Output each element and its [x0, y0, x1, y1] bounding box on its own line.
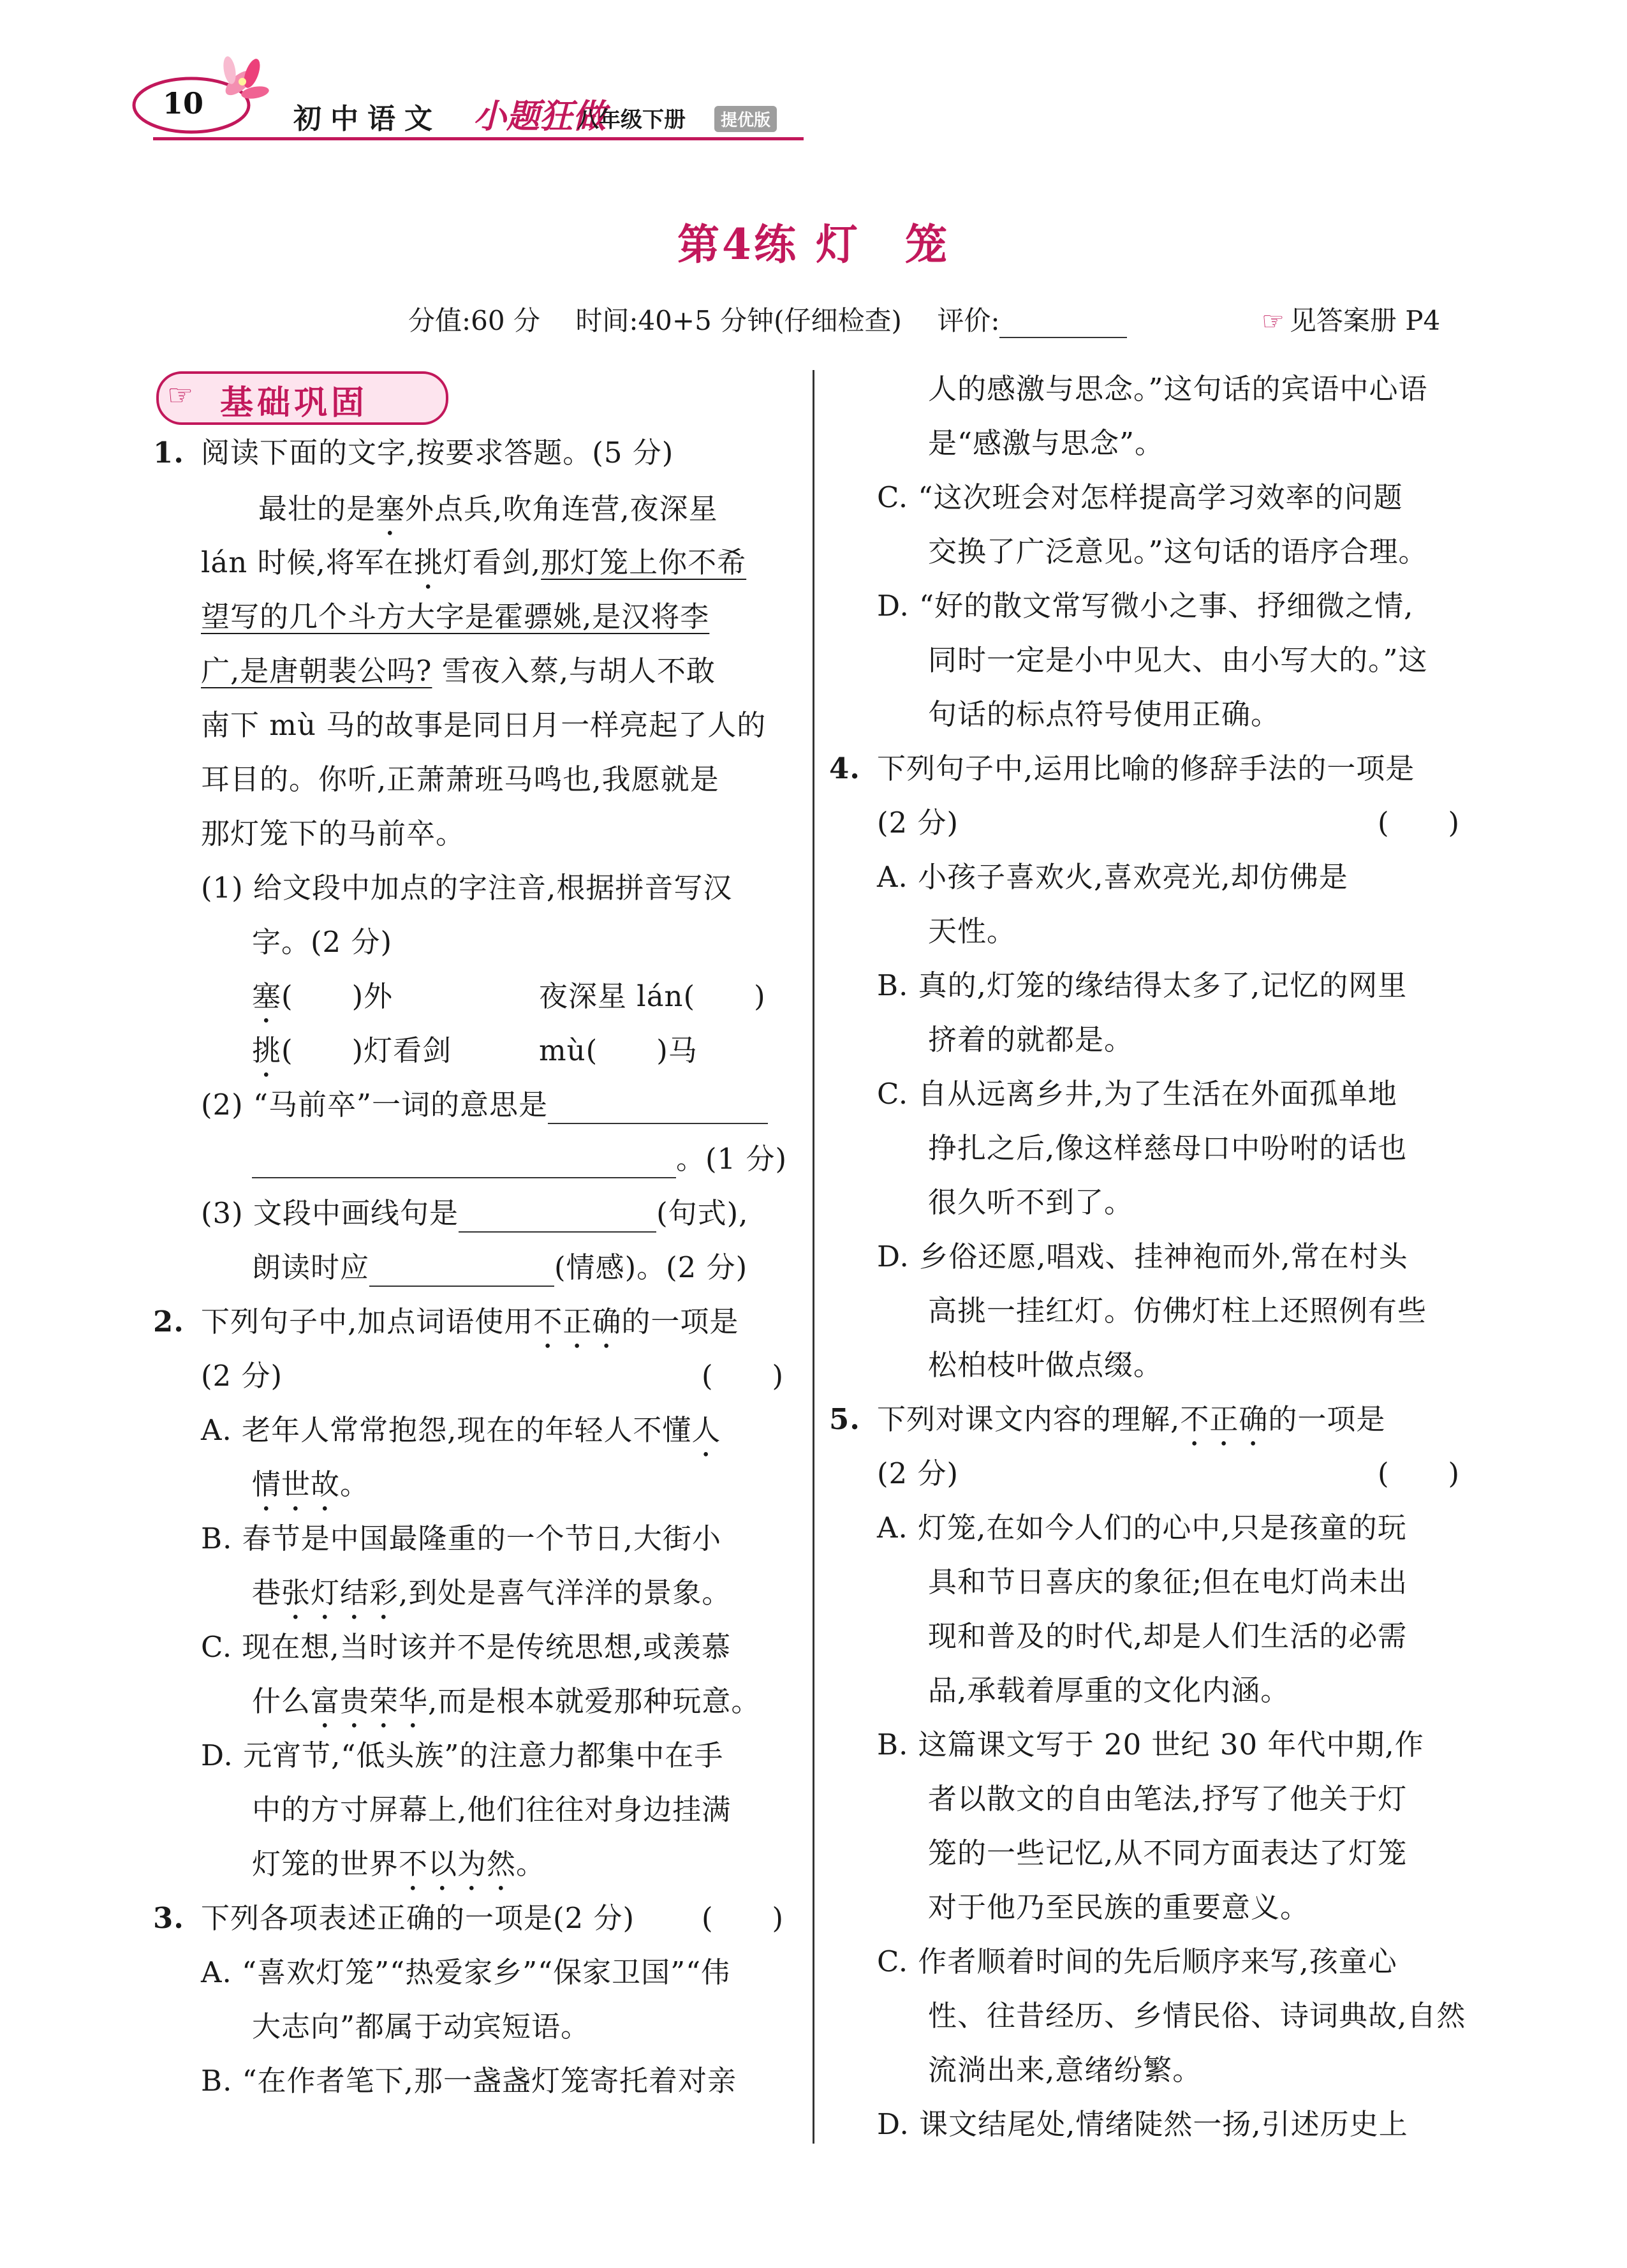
meta-time: 时间:40+5 分钟(仔细检查) — [575, 305, 902, 336]
option-c-cont: 流淌出来,意绪纷繁。 — [928, 2053, 1202, 2087]
eval-blank[interactable] — [999, 311, 1127, 338]
option-a-cont: 具和节日喜庆的象征;但在电灯尚未出 — [928, 1565, 1408, 1599]
option-b[interactable]: B. 这篇课文写于 20 世纪 30 年代中期,作 — [877, 1728, 1424, 1761]
option-c-cont: 很久听不到了。 — [928, 1185, 1134, 1219]
header-brand: 小题狂做 — [473, 97, 607, 136]
sub-question-2-cont: 。(1 分) — [252, 1140, 787, 1178]
sub-question-3: (3) 文段中画线句是 (句式), — [201, 1194, 748, 1233]
option-d-cont: 句话的标点符号使用正确。 — [928, 697, 1281, 731]
pointing-hand-icon: ☞ — [167, 378, 194, 412]
option-c-cont: 挣扎之后,像这样慈母口中吩咐的话也 — [928, 1131, 1408, 1165]
question-points: (2 分) — [877, 1456, 959, 1490]
meta-score: 分值:60 分 — [408, 305, 540, 336]
passage-line: lán 时候,将军在挑灯看剑,那灯笼上你不希 — [201, 545, 747, 579]
answer-bracket[interactable]: ( ) — [1378, 806, 1461, 840]
header-edition-badge: 提优版 — [714, 106, 777, 132]
option-c-cont: 交换了广泛意见。”这句话的语序合理。 — [928, 535, 1428, 568]
page-number: 10 — [163, 86, 204, 121]
option-b-cont: 人的感激与思念。”这句话的宾语中心语 — [928, 372, 1428, 406]
option-d[interactable]: D. 乡俗还愿,唱戏、挂神袍而外,常在村头 — [877, 1240, 1408, 1273]
option-b-cont: 者以散文的自由笔法,抒写了他关于灯 — [928, 1782, 1408, 1816]
option-d[interactable]: D. 课文结尾处,情绪陡然一扬,引述历史上 — [877, 2107, 1408, 2141]
option-b-cont: 是“感激与思念”。 — [928, 426, 1165, 460]
question-number: 2. — [153, 1305, 184, 1338]
pointing-hand-icon: ☞ — [1262, 307, 1285, 336]
exercise-meta — [408, 300, 1127, 338]
answer-line[interactable] — [369, 1254, 554, 1287]
option-a-cont: 大志向”都属于动宾短语。 — [252, 2010, 591, 2043]
passage-line-underlined: 望写的几个斗方大字是霍骠姚,是汉将李 — [201, 600, 710, 634]
question-number: 5. — [829, 1402, 860, 1436]
answer-blank-sai[interactable]: 塞( )外 — [252, 979, 394, 1013]
option-d-cont: 同时一定是小中见大、由小写大的。”这 — [928, 643, 1428, 677]
answer-bracket[interactable]: ( ) — [1378, 1456, 1461, 1490]
answer-blank-tiao[interactable]: 挑( )灯看剑 — [252, 1034, 452, 1067]
answer-bracket[interactable]: ( ) — [702, 1901, 784, 1935]
passage-line: 那灯笼下的马前卒。 — [201, 817, 466, 850]
option-a-cont: 品,承载着厚重的文化内涵。 — [928, 1673, 1290, 1707]
option-c-cont: 性、往昔经历、乡情民俗、诗词典故,自然 — [928, 1999, 1466, 2033]
option-d[interactable]: D. “好的散文常写微小之事、抒细微之情, — [877, 589, 1414, 623]
sub-question-1: (1) 给文段中加点的字注音,根据拼音写汉 — [201, 871, 733, 905]
question-points: (2 分) — [877, 806, 959, 840]
option-b-cont: 巷张灯结彩,到处是喜气洋洋的景象。 — [252, 1576, 732, 1610]
question-number: 1. — [153, 436, 184, 470]
flower-decoration-icon — [128, 45, 293, 147]
passage-line: 耳目的。你听,正萧萧班马鸣也,我愿就是 — [201, 762, 719, 796]
passage-line: 最壮的是塞外点兵,吹角连营,夜深星 — [258, 492, 718, 526]
question-stem: 下列句子中,加点词语使用不正确的一项是 — [201, 1305, 739, 1338]
sub-question-1-cont: 字。(2 分) — [252, 925, 393, 959]
answer-line[interactable] — [548, 1091, 768, 1124]
option-d-cont: 高挑一挂红灯。仿佛灯柱上还照例有些 — [928, 1294, 1427, 1328]
answer-blank-mu[interactable]: mù( )马 — [539, 1034, 698, 1067]
option-c[interactable]: C. 现在想,当时该并不是传统思想,或羡慕 — [201, 1630, 732, 1664]
question-number: 4. — [829, 752, 860, 785]
option-a-cont: 情世故。 — [252, 1467, 370, 1501]
passage-line: 广,是唐朝裴公吗? 雪夜入蔡,与胡人不敢 — [201, 654, 716, 688]
option-d-cont: 中的方寸屏幕上,他们往往对身边挂满 — [252, 1793, 732, 1827]
option-d-cont: 松柏枝叶做点缀。 — [928, 1348, 1163, 1382]
question-number: 3. — [153, 1901, 184, 1935]
option-a[interactable]: A. 灯笼,在如今人们的心中,只是孩童的玩 — [877, 1511, 1407, 1545]
option-c[interactable]: C. 自从远离乡井,为了生活在外面孤单地 — [877, 1077, 1397, 1111]
option-b[interactable]: B. “在作者笔下,那一盏盏灯笼寄托着对亲 — [201, 2064, 737, 2098]
sub-question-3-cont: 朗读时应 (情感)。(2 分) — [252, 1249, 747, 1287]
option-b[interactable]: B. 春节是中国最隆重的一个节日,大街小 — [201, 1522, 721, 1555]
question-stem: 下列对课文内容的理解,不正确的一项是 — [877, 1402, 1386, 1436]
option-a[interactable]: A. 小孩子喜欢火,喜欢亮光,却仿佛是 — [877, 860, 1348, 894]
answer-bracket[interactable]: ( ) — [702, 1359, 784, 1393]
option-a-cont: 天性。 — [928, 914, 1017, 948]
page-header — [0, 0, 1627, 153]
question-stem: 阅读下面的文字,按要求答题。(5 分) — [201, 436, 674, 470]
option-d[interactable]: D. 元宵节,“低头族”的注意力都集中在手 — [201, 1738, 724, 1772]
answer-line[interactable] — [252, 1145, 676, 1178]
option-c[interactable]: C. 作者顺着时间的先后顺序来写,孩童心 — [877, 1945, 1397, 1978]
column-divider — [813, 370, 814, 2144]
option-a[interactable]: A. “喜欢灯笼”“热爱家乡”“保家卫国”“伟 — [201, 1955, 731, 1989]
header-rule — [153, 137, 804, 140]
page-title: 第4练 灯 笼 — [677, 219, 950, 269]
option-c[interactable]: C. “这次班会对怎样提高学习效率的问题 — [877, 480, 1403, 514]
passage-line: 南下 mù 马的故事是同日月一样亮起了人的 — [201, 708, 767, 742]
option-c-cont: 什么富贵荣华,而是根本就爱那种玩意。 — [252, 1684, 761, 1718]
option-b-cont: 笼的一些记忆,从不同方面表达了灯笼 — [928, 1836, 1408, 1870]
option-d-cont: 灯笼的世界不以为然。 — [252, 1847, 546, 1881]
option-a-cont: 现和普及的时代,却是人们生活的必需 — [928, 1619, 1408, 1653]
question-stem: 下列句子中,运用比喻的修辞手法的一项是 — [877, 752, 1415, 785]
meta-eval: 评价: — [937, 305, 1000, 336]
meta-ref-text: 见答案册 P4 — [1289, 305, 1441, 336]
question-points: (2 分) — [201, 1359, 283, 1393]
answer-line[interactable] — [459, 1199, 656, 1233]
header-subject: 初中语文 — [293, 103, 441, 135]
option-b-cont: 对于他乃至民族的重要意义。 — [928, 1890, 1310, 1924]
question-stem: 下列各项表述正确的一项是(2 分) — [201, 1901, 635, 1935]
option-a[interactable]: A. 老年人常常抱怨,现在的年轻人不懂人 — [201, 1413, 721, 1447]
option-b-cont: 挤着的就都是。 — [928, 1023, 1134, 1056]
header-grade: 八年级下册 — [577, 107, 686, 133]
sub-question-2: (2) “马前卒”一词的意思是 — [201, 1086, 768, 1124]
section-title: 基础巩固 — [220, 383, 369, 422]
answer-blank-lan[interactable]: 夜深星 lán( ) — [539, 979, 766, 1013]
answer-reference — [1262, 300, 1440, 338]
option-b[interactable]: B. 真的,灯笼的缘结得太多了,记忆的网里 — [877, 968, 1408, 1002]
